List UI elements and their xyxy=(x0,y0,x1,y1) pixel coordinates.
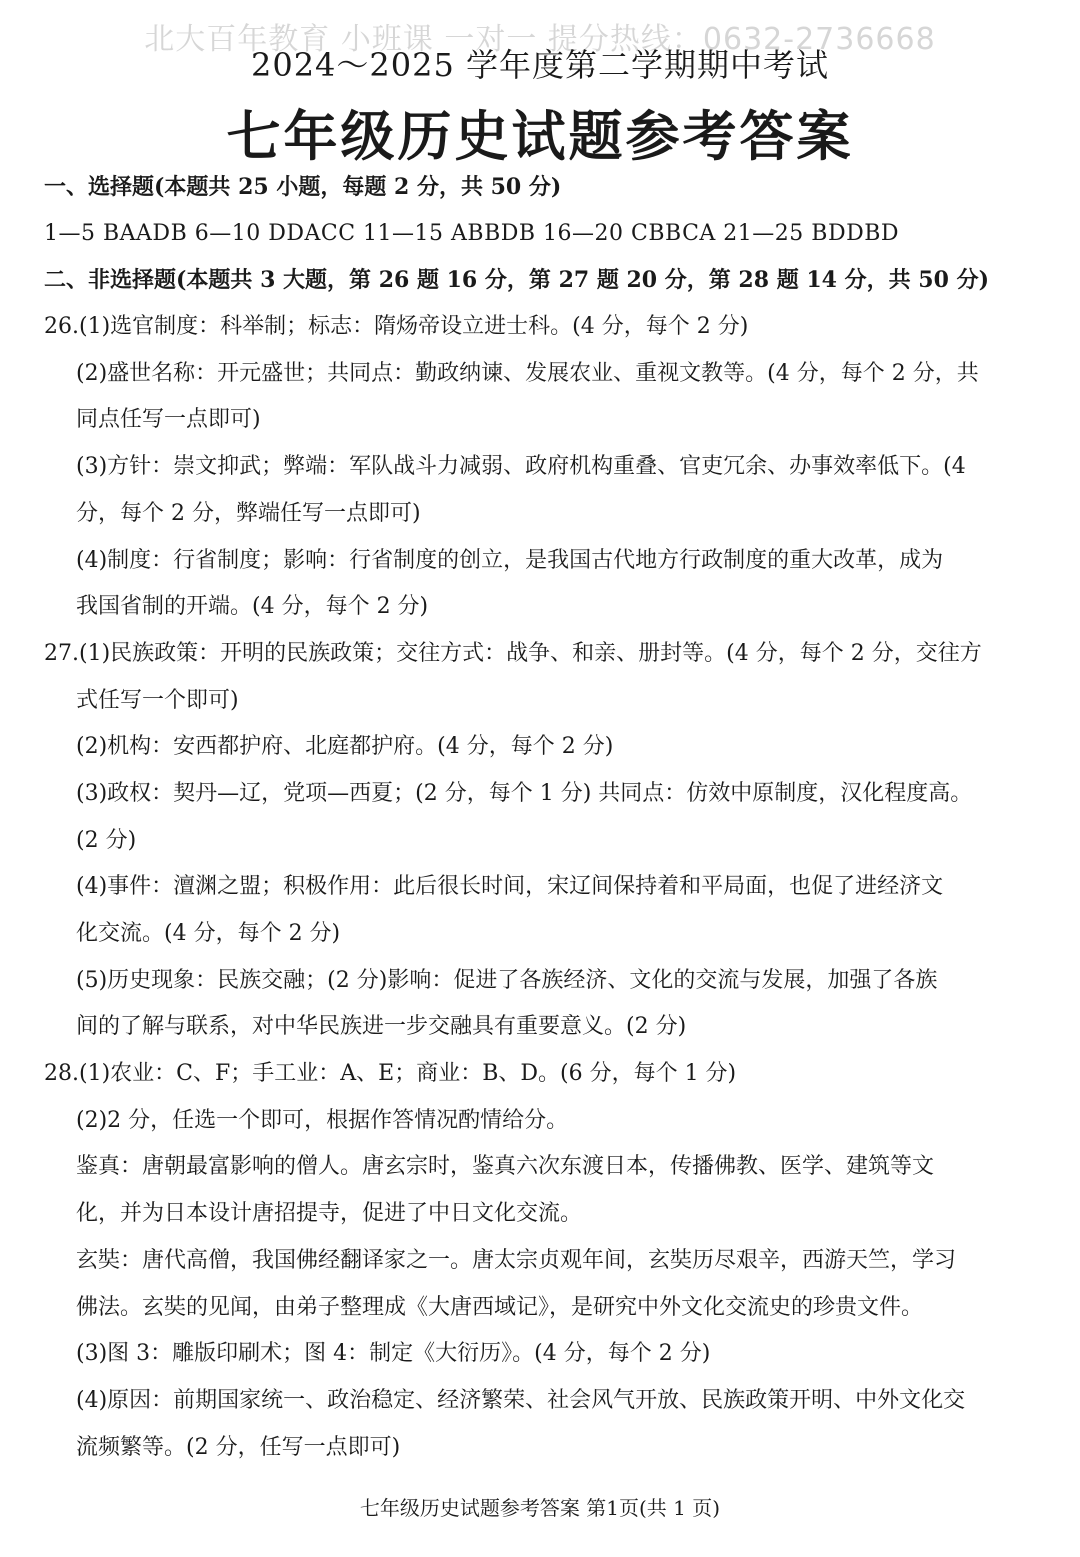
q26-line: (2)盛世名称：开元盛世；共同点：勤政纳谏、发展农业、重视文教等。(4 分，每个 2 分，共 xyxy=(76,360,979,386)
q26-line: 26.(1)选官制度：科举制；标志：隋炀帝设立进士科。(4 分，每个 2 分) xyxy=(44,314,749,340)
q27-line: 式任写一个即可) xyxy=(76,687,239,713)
q28-line: (4)原因：前期国家统一、政治稳定、经济繁荣、社会风气开放、民族政策开明、中外文化交 xyxy=(76,1387,966,1413)
q28-line: 佛法。玄奘的见闻，由弟子整理成《大唐西域记》，是研究中外文化交流史的珍贵文件。 xyxy=(76,1294,924,1320)
answer-content xyxy=(44,164,1040,1471)
q27-line: 化交流。(4 分，每个 2 分) xyxy=(76,921,341,946)
q27-line: (2)机构：安西都护府、北庭都护府。(4 分，每个 2 分) xyxy=(76,734,614,760)
q27-line: 间的了解与联系，对中华民族进一步交融具有重要意义。(2 分) xyxy=(76,1014,687,1040)
watermark: 北大百年教育 小班课 一对一 提分热线：0632-2736668 xyxy=(144,22,936,57)
section-heading-nonchoice: 二、非选择题(本题共 3 大题，第 26 题 16 分，第 27 题 20 分，第 28 题 14 分，共 50 分) xyxy=(44,267,989,294)
page-footer: 七年级历史试题参考答案 第1页(共 1 页) xyxy=(359,1496,721,1520)
q27-line: 27.(1)民族政策：开明的民族政策；交往方式：战争、和亲、册封等。(4 分，每个 2 分，交往方 xyxy=(44,640,982,666)
q27-line: (5)历史现象：民族交融；(2 分)影响：促进了各族经济、文化的交流与发展，加强了各族 xyxy=(76,967,938,993)
q27-line: (2 分) xyxy=(76,827,137,853)
q26-line: (4)制度：行省制度；影响：行省制度的创立，是我国古代地方行政制度的重大改革，成为 xyxy=(76,547,944,573)
q27-line: (4)事件：澶渊之盟；积极作用：此后很长时间，宋辽间保持着和平局面，也促了进经济文 xyxy=(76,874,944,900)
q28-line: (3)图 3：雕版印刷术；图 4：制定《大衍历》。(4 分，每个 2 分) xyxy=(76,1341,711,1367)
q28-line: 鉴真：唐朝最富影响的僧人。唐玄宗时，鉴真六次东渡日本，传播佛教、医学、建筑等文 xyxy=(76,1154,935,1180)
q28-line: 玄奘：唐代高僧，我国佛经翻译家之一。唐太宗贞观年间，玄奘历尽艰辛，西游天竺，学习 xyxy=(76,1247,957,1273)
q28-line: 化，并为日本设计唐招提寺，促进了中日文化交流。 xyxy=(76,1201,583,1227)
choice-answers: 1—5 BAADB 6—10 DDACC 11—15 ABBDB 16—20 CBBCA 21—25 BDDBD xyxy=(44,220,900,246)
q28-line: (2)2 分，任选一个即可，根据作答情况酌情给分。 xyxy=(76,1107,569,1133)
section-heading-choice: 一、选择题(本题共 25 小题，每题 2 分，共 50 分) xyxy=(44,174,562,200)
q26-line: 我国省制的开端。(4 分，每个 2 分) xyxy=(76,594,429,620)
q27-line: (3)政权：契丹—辽，党项—西夏；(2 分，每个 1 分) 共同点：仿效中原制度，汉化程度高。 xyxy=(76,780,973,806)
q26-line: (3)方针：崇文抑武；弊端：军队战斗力减弱、政府机构重叠、官吏冗余、办事效率低下。(4 xyxy=(76,454,966,480)
q26-line: 分，每个 2 分，弊端任写一点即可) xyxy=(76,500,421,526)
page-title: 七年级历史试题参考答案 xyxy=(226,104,854,168)
q26-line: 同点任写一点即可) xyxy=(76,407,261,433)
q28-line: 流频繁等。(2 分，任写一点即可) xyxy=(76,1434,401,1460)
exam-term-line: 2024～2025 学年度第二学期期中考试 xyxy=(250,46,830,84)
q28-line: 28.(1)农业：C、F；手工业：A、E；商业：B、D。(6 分，每个 1 分) xyxy=(44,1061,737,1087)
